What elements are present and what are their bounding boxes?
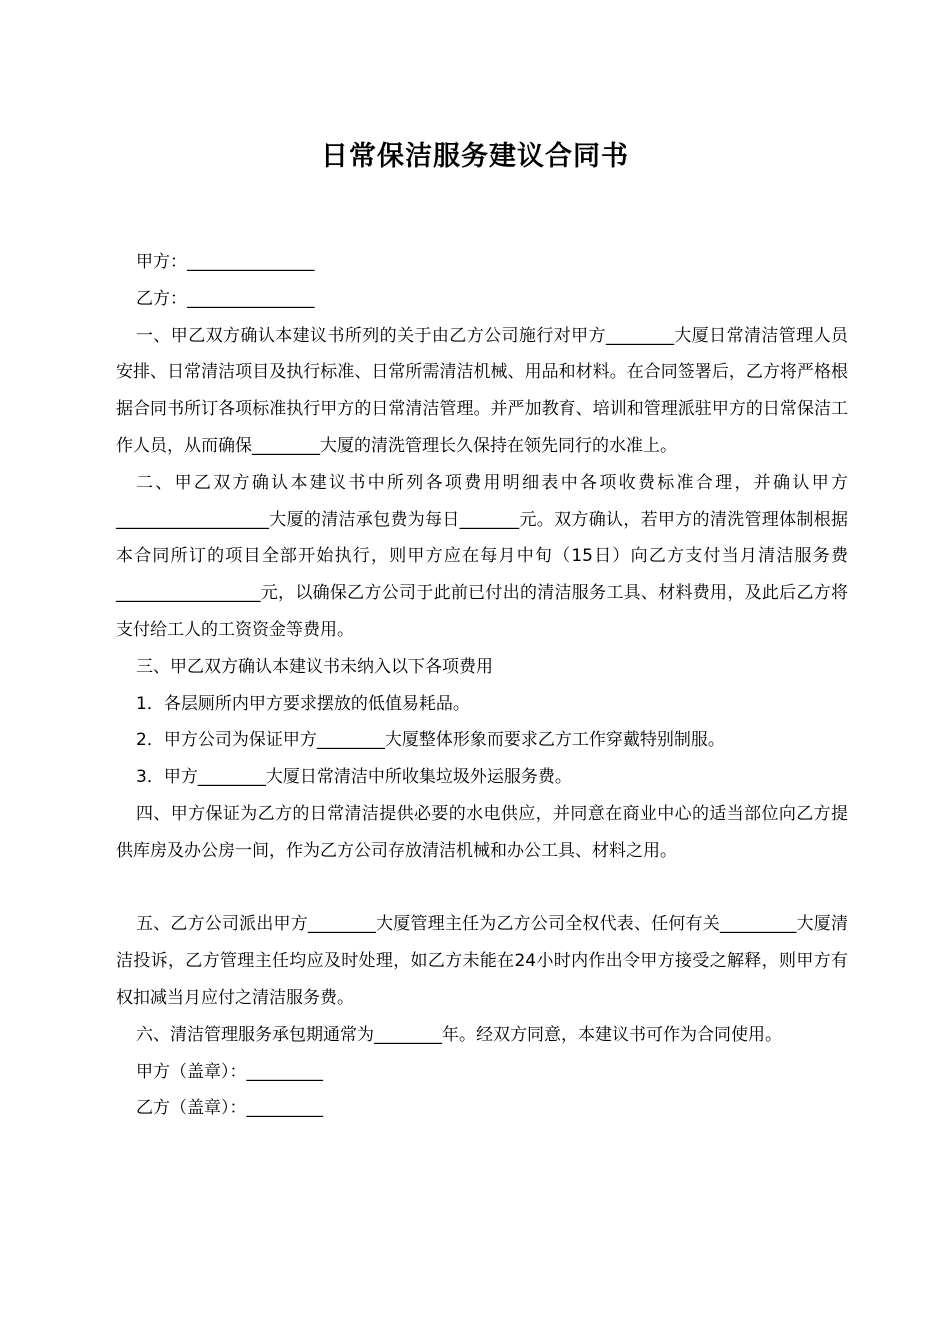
party-a-line: 甲方：_______________ [136,252,315,272]
party-b-line: 乙方：_______________ [136,288,315,309]
document-body [116,244,848,1127]
clause-6: 六、清洁管理服务承包期通常为________年。经双方同意，本建议书可作为合同使用。 [136,1024,782,1045]
clause-3-item-1: 1．各层厕所内甲方要求摆放的低值易耗品。 [136,693,470,714]
party-a-seal-line: 甲方（盖章）：_________ [136,1061,323,1082]
document-title: 日常保洁服务建议合同书 [321,141,629,172]
clause-2: 二、甲乙双方确认本建议书中所列各项费用明细表中各项收费标准合理，并确认甲方__________________大厦的清洁承包费为每日_______元。双方确认，若甲方的清洗管理体制根据本合同所订的项目全部开始执行，则甲方应在每月中旬（15日）向乙方支付当月清洁服务费_________________元，以确保乙方公司于此前已付出的清洁服务工具、材料费用，及此后乙方将支付给工人的工资资金等费用。 [116,472,848,640]
party-b-seal-line: 乙方（盖章）：_________ [136,1098,323,1119]
clause-3: 三、甲乙双方确认本建议书未纳入以下各项费用 [136,656,493,677]
clause-1: 一、甲乙双方确认本建议书所列的关于由乙方公司施行对甲方________大厦日常清洁管理人员安排、日常清洁项目及执行标准、日常所需清洁机械、用品和材料。在合同签署后，乙方将严格根据合同书所订各项标准执行甲方的日常清洁管理。并严加教育、培训和管理派驻甲方的日常保洁工作人员，从而确保________大厦的清洗管理长久保持在领先同行的水准上。 [116,325,848,456]
clause-5: 五、乙方公司派出甲方________大厦管理主任为乙方公司全权代表、任何有关_________大厦清洁投诉，乙方管理主任均应及时处理，如乙方未能在24小时内作出令甲方接受之解释，则甲方有权扣减当月应付之清洁服务费。 [116,914,848,1008]
clause-4: 四、甲方保证为乙方的日常清洁提供必要的水电供应，并同意在商业中心的适当部位向乙方提供库房及办公房一间，作为乙方公司存放清洁机械和办公工具、材料之用。 [116,803,848,861]
clause-3-item-2: 2．甲方公司为保证甲方________大厦整体形象而要求乙方工作穿戴特别制服。 [136,730,725,751]
clause-3-item-3: 3．甲方________大厦日常清洁中所收集垃圾外运服务费。 [136,767,572,788]
